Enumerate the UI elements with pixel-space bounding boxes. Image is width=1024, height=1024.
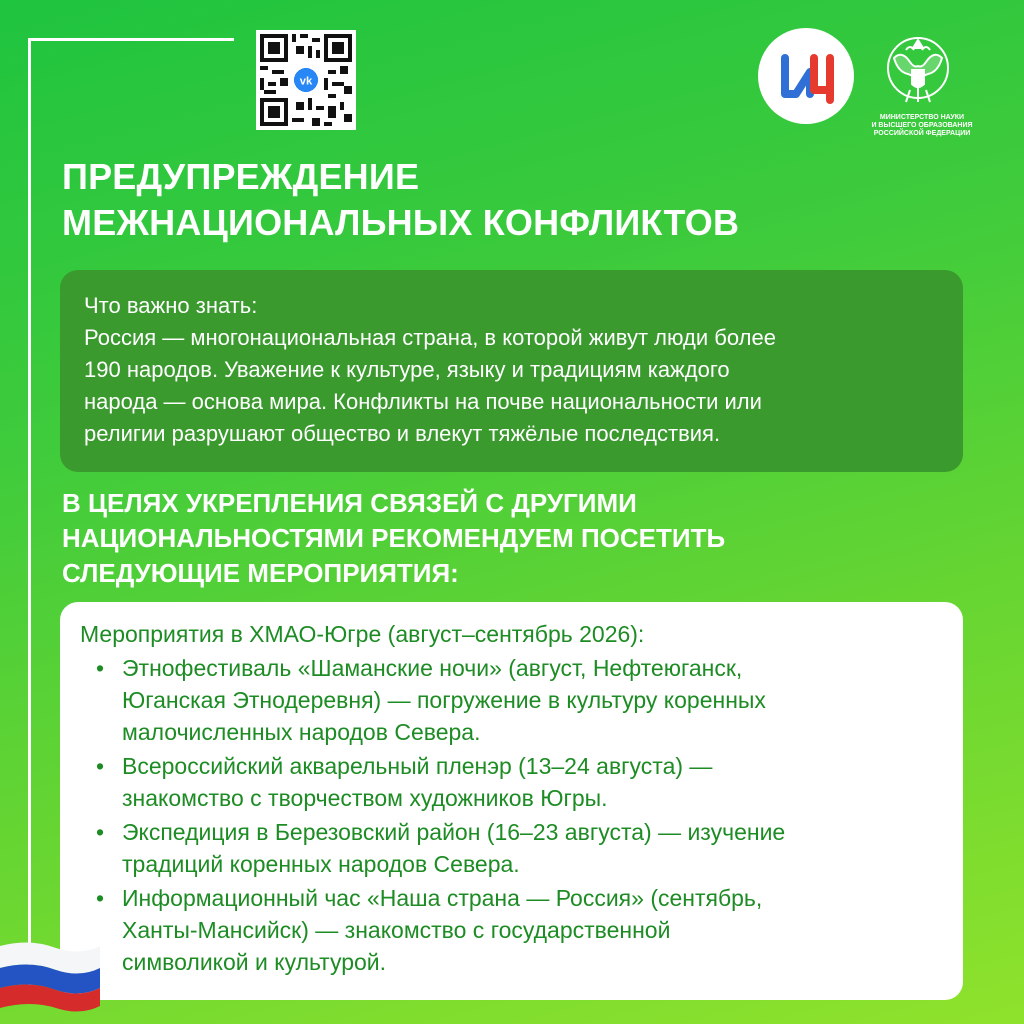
ic-logo (758, 28, 854, 124)
event-line: малочисленных народов Севера. (122, 719, 481, 745)
ministry-line: РОССИЙСКОЙ ФЕДЕРАЦИИ (873, 130, 971, 137)
event-item (80, 816, 945, 880)
bullet: • (96, 753, 105, 779)
subtitle-line: СЛЕДУЮЩИЕ МЕРОПРИЯТИЯ: (62, 558, 459, 588)
info-line: Россия — многонациональная страна, в которой живут люди более (84, 325, 776, 350)
info-box (60, 270, 963, 472)
svg-text:vk: vk (299, 75, 313, 88)
ministry-line: И ВЫСШЕГО ОБРАЗОВАНИЯ (871, 122, 973, 129)
event-item (80, 750, 945, 814)
bullet: • (96, 885, 105, 911)
events-list (80, 652, 945, 978)
frame-left-line (28, 38, 31, 1000)
frame-top-line (28, 38, 234, 41)
event-line: Всероссийский акварельный пленэр (13–24 августа) — (122, 753, 713, 779)
russian-flag-icon (0, 940, 104, 1012)
bullet: • (96, 819, 105, 845)
section-subtitle (62, 486, 962, 591)
info-heading: Что важно знать: (84, 293, 258, 318)
event-item (80, 652, 945, 748)
events-heading: Мероприятия в ХМАО-Югре (август–сентябрь 2026): (80, 621, 645, 647)
bullet: • (96, 655, 105, 681)
title-line: МЕЖНАЦИОНАЛЬНЫХ КОНФЛИКТОВ (62, 202, 740, 243)
subtitle-line: НАЦИОНАЛЬНОСТЯМИ РЕКОМЕНДУЕМ ПОСЕТИТЬ (62, 523, 726, 553)
subtitle-line: В ЦЕЛЯХ УКРЕПЛЕНИЯ СВЯЗЕЙ С ДРУГИМИ (62, 488, 637, 518)
event-line: Юганская Этнодеревня) — погружение в культуру коренных (122, 687, 766, 713)
info-line: 190 народов. Уважение к культуре, языку и традициям каждого (84, 357, 730, 382)
event-item (80, 882, 945, 978)
info-line: религии разрушают общество и влекут тяжёлые последствия. (84, 421, 721, 446)
event-line: Информационный час «Наша страна — Россия» (сентябрь, (122, 885, 763, 911)
event-line: традиций коренных народов Севера. (122, 851, 520, 877)
ministry-name (858, 114, 986, 138)
page-title (62, 154, 962, 246)
event-line: символикой и культурой. (122, 949, 387, 975)
event-line: Этнофестиваль «Шаманские ночи» (август, Нефтеюганск, (122, 655, 743, 681)
vk-qr-code[interactable] (256, 30, 356, 130)
events-box (60, 602, 963, 1000)
title-line: ПРЕДУПРЕЖДЕНИЕ (62, 156, 420, 197)
event-line: знакомство с творчеством художников Югры. (122, 785, 608, 811)
info-line: народа — основа мира. Конфликты на почве национальности или (84, 389, 762, 414)
event-line: Ханты-Мансийск) — знакомство с государственной (122, 917, 671, 943)
event-line: Экспедиция в Березовский район (16–23 августа) — изучение (122, 819, 786, 845)
coat-of-arms-icon (880, 28, 956, 112)
ministry-line: МИНИСТЕРСТВО НАУКИ (879, 114, 965, 121)
